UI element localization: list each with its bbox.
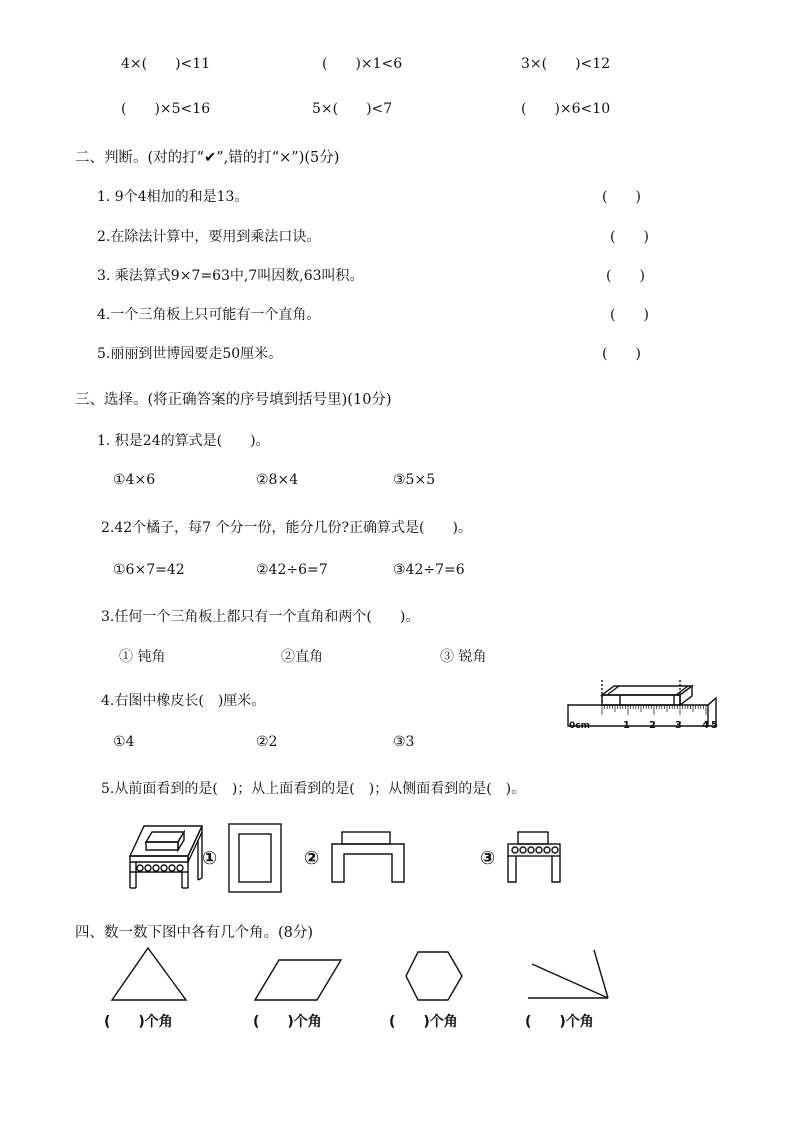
- parallelogram-figure: [253, 958, 343, 1002]
- inequality-4: ( )×5<16: [121, 101, 211, 117]
- q1-option-1: ①4×6: [113, 472, 156, 488]
- triangle-figure: [110, 946, 190, 1002]
- section-2-title: 二、判断。(对的打“✔”,错的打“×”)(5分): [75, 150, 340, 166]
- view-label-3: ③: [480, 848, 496, 869]
- angle-answer-1[interactable]: ( )个角: [104, 1014, 173, 1030]
- hexagon-figure: [404, 950, 464, 1002]
- section-4-title: 四、数一数下图中各有几个角。(8分): [75, 925, 314, 941]
- view-option-2-figure: [330, 830, 406, 886]
- judge-paren-1[interactable]: ( ): [602, 189, 641, 205]
- ruler-label-1: 1: [623, 720, 630, 731]
- judge-item-2: 2.在除法计算中，要用到乘法口诀。: [97, 229, 321, 245]
- q3-option-1: ① 钝角: [119, 649, 166, 665]
- ruler-label-2: 2: [649, 720, 656, 731]
- table-object-figure: [126, 822, 206, 894]
- choice-q1: 1. 积是24的算式是( )。: [97, 433, 270, 449]
- view-option-3-figure: [506, 830, 562, 886]
- ruler-label-5: 5: [711, 720, 718, 731]
- judge-paren-5[interactable]: ( ): [602, 346, 641, 362]
- judge-item-5: 5.丽丽到世博园要走50厘米。: [97, 346, 283, 362]
- ruler-zero-label: 0cm: [569, 721, 590, 731]
- choice-q4: 4.右图中橡皮长( )厘米。: [101, 693, 266, 709]
- section-3-title: 三、选择。(将正确答案的序号填到括号里)(10分): [75, 392, 392, 408]
- ruler-with-eraser-figure: [566, 678, 718, 736]
- q1-option-3: ③5×5: [393, 472, 436, 488]
- judge-paren-2[interactable]: ( ): [610, 229, 649, 245]
- q3-option-2: ②直角: [281, 649, 323, 665]
- judge-paren-4[interactable]: ( ): [610, 307, 649, 323]
- q4-option-2: ②2: [256, 734, 278, 750]
- q1-option-2: ②8×4: [256, 472, 299, 488]
- q4-option-3: ③3: [393, 734, 415, 750]
- choice-q3: 3.任何一个三角板上都只有一个直角和两个( )。: [101, 609, 420, 625]
- judge-item-4: 4.一个三角板上只可能有一个直角。: [97, 307, 321, 323]
- judge-item-1: 1. 9个4相加的和是13。: [97, 189, 249, 205]
- angle-answer-3[interactable]: ( )个角: [389, 1014, 458, 1030]
- angle-answer-2[interactable]: ( )个角: [253, 1014, 322, 1030]
- inequality-1: 4×( )<11: [121, 56, 211, 72]
- inequality-5: 5×( )<7: [312, 101, 393, 117]
- ruler-label-4: 4: [702, 720, 709, 731]
- judge-item-3: 3. 乘法算式9×7=63中,7叫因数,63叫积。: [97, 268, 364, 284]
- inequality-3: 3×( )<12: [521, 56, 611, 72]
- ruler-ticks: [602, 705, 706, 715]
- angle-answer-4[interactable]: ( )个角: [525, 1014, 594, 1030]
- view-label-2: ②: [304, 848, 320, 869]
- view-label-1: ①: [202, 848, 218, 869]
- inequality-2: ( )×1<6: [322, 56, 403, 72]
- view-option-1-figure: [227, 822, 283, 894]
- q3-option-3: ③ 锐角: [440, 649, 487, 665]
- choice-q5: 5.从前面看到的是( )；从上面看到的是( )；从侧面看到的是( )。: [101, 781, 526, 797]
- q2-option-1: ①6×7=42: [113, 562, 185, 578]
- q2-option-3: ③42÷7=6: [393, 562, 465, 578]
- ruler-label-3: 3: [675, 720, 682, 731]
- choice-q2: 2.42个橘子，每7 个分一份，能分几份?正确算式是( )。: [101, 520, 472, 536]
- judge-paren-3[interactable]: ( ): [606, 268, 645, 284]
- angle-lines-figure: [526, 948, 612, 1004]
- q2-option-2: ②42÷6=7: [256, 562, 328, 578]
- inequality-6: ( )×6<10: [521, 101, 611, 117]
- q4-option-1: ①4: [113, 734, 135, 750]
